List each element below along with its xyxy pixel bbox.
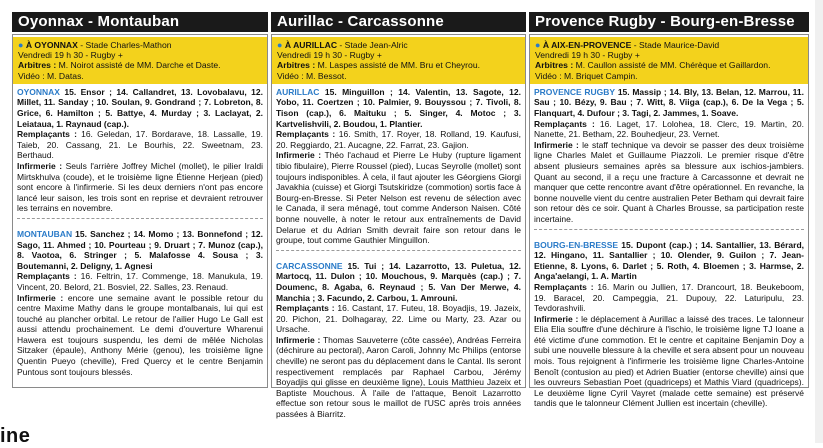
venue-stadium: - Stade Charles-Mathon bbox=[80, 40, 172, 50]
team-block bbox=[272, 258, 525, 422]
injury-text: Seuls l'arrière Joffrey Michel (mollet), le pilier Iraldi Mirtskhulva (coude), et le troisième ligne Étienne Herjean (pied) sont encore à l'infirmerie. Si les deux derniers n'ont pas encore lancé leur saison, les trois sont en reprise et devraient retrouver les terrains en novembre. bbox=[17, 160, 263, 214]
venue-box bbox=[530, 37, 808, 84]
referees: M. Caullon assisté de MM. Chérèque et Gaillardon. bbox=[575, 60, 771, 71]
venue-city: À AURILLAC bbox=[284, 40, 338, 50]
subs-label: Remplaçants : bbox=[17, 129, 77, 140]
subs-label: Remplaçants : bbox=[534, 281, 594, 292]
team-name: OYONNAX bbox=[17, 86, 60, 97]
team-name: MONTAUBAN bbox=[17, 228, 73, 239]
subs-list: 16. Geledan, 17. Bordarave, 18. Lassalle, 19. Taieb, 20. Cassang, 21. Le Bourhis, 22. Sweetnam, 23. Berthaud. bbox=[17, 129, 263, 161]
match-time: Vendredi 19 h 30 - Rugby + bbox=[18, 50, 123, 61]
team-lineup: 15. Massip ; 14. Bly, 13. Belan, 12. Marrou, 11. Sau ; 10. Bézy, 9. Bau ; 7. Witt, 8. Viiga (cap.), 6. De la Vega ; 5. Flanquart, 4. Dufour ; 3. Tagi, 2. Jammes, 1. Soave. bbox=[534, 86, 804, 118]
injury-label: Infirmerie : bbox=[17, 160, 63, 171]
team-lineup: 15. Sanchez ; 14. Momo ; 13. Bonnefond ; 12. Sago, 11. Ahmed ; 10. Pourteau ; 9. Druart ; 7. Munoz (cap.), 8. Vaotoa, 6. Stringer ; 5. Malafosse 4. Sousa ; 3. Boutemanni, 2. Deligny, 1. Agnesi bbox=[17, 228, 263, 271]
match-panel bbox=[271, 34, 526, 420]
referee-label: Arbitres : bbox=[277, 60, 316, 71]
team-lineup: 15. Dupont (cap.) ; 14. Santallier, 13. Bérard, 12. Hingano, 11. Santallier ; 10. Olender, 9. Guilon ; 7. Jean-Etienne, 8. Lyons, 6. Darlet ; 5. Roth, 4. Bloemen ; 3. Harmse, 2. Anga'aelangi, 1. A. Martin bbox=[534, 239, 804, 282]
injury-label: Infirmerie : bbox=[534, 313, 579, 324]
match-title: Oyonnax - Montauban bbox=[12, 12, 268, 32]
match-panel bbox=[12, 34, 268, 388]
team-name: AURILLAC bbox=[276, 86, 320, 97]
subs-list: 16. Feltrin, 17. Commenge, 18. Manukula, 19. Vincent, 20. Belord, 21. Bosviel, 22. Salles, 23. Renaud. bbox=[17, 271, 263, 292]
match-column-provence-bourg bbox=[529, 12, 809, 409]
team-name: CARCASSONNE bbox=[276, 260, 343, 271]
team-block bbox=[530, 237, 808, 412]
team-block bbox=[530, 84, 808, 227]
injury-text: Théo l'achaud et Pierre Le Huby (rupture ligament tibio fibulaire), Pierre Roussel (pied), Lucas Seyrolle (mollet) sont toujours indisponibles. À cela, il faut ajouter les Géorgiens Giorgi Javakhia (cuisse) et Giorgi Tsutskiridze (commotion) sortis face à Bourg-en-Bresse. Si Peter Nelson est revenu de sélection avec le Canada, il sera ménagé, tout comme Anderson Naisen. Côté bonne nouvelle, à noter le retour aux entraînements de David Delarue et du Adrian Smith devrait faire son retour dans le groupe, tout comme Gauthier Minguillon. bbox=[276, 150, 521, 246]
match-time: Vendredi 19 h 30 - Rugby + bbox=[277, 50, 382, 61]
injury-label: Infirmerie : bbox=[17, 292, 64, 303]
bullet-icon: ● bbox=[18, 40, 24, 50]
referee-label: Arbitres : bbox=[18, 60, 57, 71]
referees: M. Laspes assisté de MM. Bru et Cheyrou. bbox=[317, 60, 480, 71]
match-column-oyonnax-montauban bbox=[12, 12, 268, 388]
referees: M. Noirot assisté de MM. Darche et Daste. bbox=[58, 60, 221, 71]
injury-text: le staff technique va devoir se passer des deux troisième ligne Charles Malet et Guillaume Piazzoli. Le premier risque d'être absent plusieurs semaines après sa blessure aux ischios-jambiers. Quant au second, il a reçu une fracture à Carcassonne et devrait ne manquer que cette rencontre avant d'être opérationnel. En revanche, la bonne nouvelle vient du centre australien Peter Betham qui devrait faire son retour dès ce soir. Quant à Charles Brousse, sa participation reste incertaine. bbox=[534, 139, 804, 224]
injury-text: Thomas Sauveterre (côte cassée), Andréas Ferreira (déchirure au pectoral), Aaron Caroli, Johnny Mc Philips (entorse cheville) ne seront pas du déplacement dans le Cantal. Ils seront respectivement remplacés par Raphael Carbou, Jérémy Boyadjis qui glisse en deuxième ligne), Louis Matthieu Jazeix et Baptiste Mouchous. À l'aile de l'attaque, Benoit Lazarrotto effectue son retour sous le maillot de l'USC après trois années passées à Biarritz. bbox=[276, 334, 521, 420]
bullet-icon: ● bbox=[535, 40, 541, 50]
subs-label: Remplaçants : bbox=[534, 118, 595, 129]
venue-stadium: - Stade Maurice-David bbox=[633, 40, 720, 50]
team-lineup: 15. Tui ; 14. Lazarrotto, 13. Puletua, 12. Martocq, 11. Dulon ; 10. Mouchous, 9. Marquès (cap.) ; 7. Doumenc, 8. Agaba, 6. Reynaud ; 5. Van Der Merwe, 4. Manchia ; 3. Facundo, 2. Carbou, 1. Amrouni. bbox=[276, 260, 521, 303]
subs-list: 16. Marin ou Jullien, 17. Drancourt, 18. Beukeboom, 19. Baracel, 20. Campeggia, 21. Dupouy, 22. Laturipulu, 23. Tevdorashvili. bbox=[534, 281, 804, 314]
injury-text: le déplacement à Aurillac a laissé des traces. Le talonneur Elia Elia souffre d'une déchirure à l'ischio, le troisième ligne TJ Ioane a été victime d'une commotion. Et le centre et capitaine Benjamin Doy a subi une nouvelle blessure à la cheville et sera absent pour un nouveau mois. Tous rejoignent à l'infirmerie les troisième ligne Charles-Antoine Benoît (contusion au pied) et Adrien Buatier (entorse cheville) ainsi que les ouvreurs Sebastian Poet (quadriceps) et Mathis Viard (quadriceps). Le deuxième ligne Cyril Vayret (malade cette semaine) est préservé tandis que le talonneur Clément Jullien est incertain (cheville). bbox=[534, 313, 804, 409]
referee-label: Arbitres : bbox=[535, 60, 574, 71]
video-referee: Vidéo : M. Briquet Campin. bbox=[535, 70, 638, 81]
footer-fragment: ine bbox=[0, 425, 31, 447]
bullet-icon: ● bbox=[277, 40, 283, 50]
page-edge bbox=[815, 0, 823, 443]
venue-box bbox=[13, 37, 267, 84]
team-lineup: 15. Ensor ; 14. Callandret, 13. Lovobalavu, 12. Millet, 11. Sanday ; 10. Soulan, 9. Gondrand ; 7. Lobreton, 8. Grice, 6. Hamilton ; 5. Battye, 4. Murday ; 3. Laclayat, 2. Leiataua, 1. Raynaud (cap.). bbox=[17, 86, 263, 129]
subs-label: Remplaçants : bbox=[17, 271, 77, 282]
injury-label: Infirmerie : bbox=[276, 334, 321, 345]
injury-label: Infirmerie : bbox=[276, 150, 322, 161]
match-panel bbox=[529, 34, 809, 409]
team-block bbox=[272, 84, 525, 248]
subs-label: Remplaçants : bbox=[276, 303, 335, 314]
team-name: BOURG-EN-BRESSE bbox=[534, 239, 619, 250]
venue-box bbox=[272, 37, 525, 84]
match-column-aurillac-carcassonne bbox=[271, 12, 526, 420]
venue-city: À AIX-EN-PROVENCE bbox=[542, 40, 632, 50]
video-referee: Vidéo : M. Datas. bbox=[18, 70, 84, 81]
team-block bbox=[13, 84, 267, 216]
subs-list: 16. Smith, 17. Royer, 18. Rolland, 19. Kaufusi, 20. Reggiardo, 21. Aucagne, 22. Farrat, 23. Gajion. bbox=[276, 129, 521, 150]
team-name: PROVENCE RUGBY bbox=[534, 86, 616, 97]
injury-text: encore une semaine avant le possible retour du centre Maxime Mathy dans le groupe montalbanais, lui qui est touché au plancher orbital. Le retour de l'ailier Hugo Le Gall est aussi attendu prochainement. Le demi d'ouverture Wharenui Hawera est toujours suspendu, les demi de mêlée Nicholas Sitzaker (épaule), Anthony Mérie (genou), les troisième ligne Quentin Pueyo (cheville), Fred Quercy et le centre Benjamin Puntous sont toujours blessés. bbox=[17, 292, 263, 377]
venue-city: À OYONNAX bbox=[25, 40, 78, 50]
match-time: Vendredi 19 h 30 - Rugby + bbox=[535, 50, 640, 61]
team-lineup: 15. Minguillon ; 14. Valentin, 13. Sagote, 12. Yobo, 11. Coertzen ; 10. Palmier, 9. Bouyssou ; 7. Tivoli, 8. Tison (cap.), 6. Maituku ; 5. Singer, 4. Motoc ; 3. Kartvelishvili, 2. Boudou, 1. Plantier. bbox=[276, 86, 521, 129]
match-title: Aurillac - Carcassonne bbox=[271, 12, 526, 32]
subs-list: 16. Laget, 17. Lolohea, 18. Clerc, 19. Martin, 20. Nanette, 21. Betham, 22. Bouhedjeur, 23. Vernet. bbox=[534, 118, 804, 140]
injury-label: Infirmerie : bbox=[534, 139, 579, 150]
subs-list: 16. Castant, 17. Futeu, 18. Boyadjis, 19. Jazeix, 20. Pichon, 21. Dolhagaray, 22. Lime ou Marty, 23. Azar ou Ursache. bbox=[276, 303, 521, 335]
venue-stadium: - Stade Jean-Alric bbox=[339, 40, 408, 50]
team-block bbox=[13, 226, 267, 379]
video-referee: Vidéo : M. Bessot. bbox=[277, 70, 347, 81]
match-title: Provence Rugby - Bourg-en-Bresse bbox=[529, 12, 809, 32]
subs-label: Remplaçants : bbox=[276, 129, 336, 140]
